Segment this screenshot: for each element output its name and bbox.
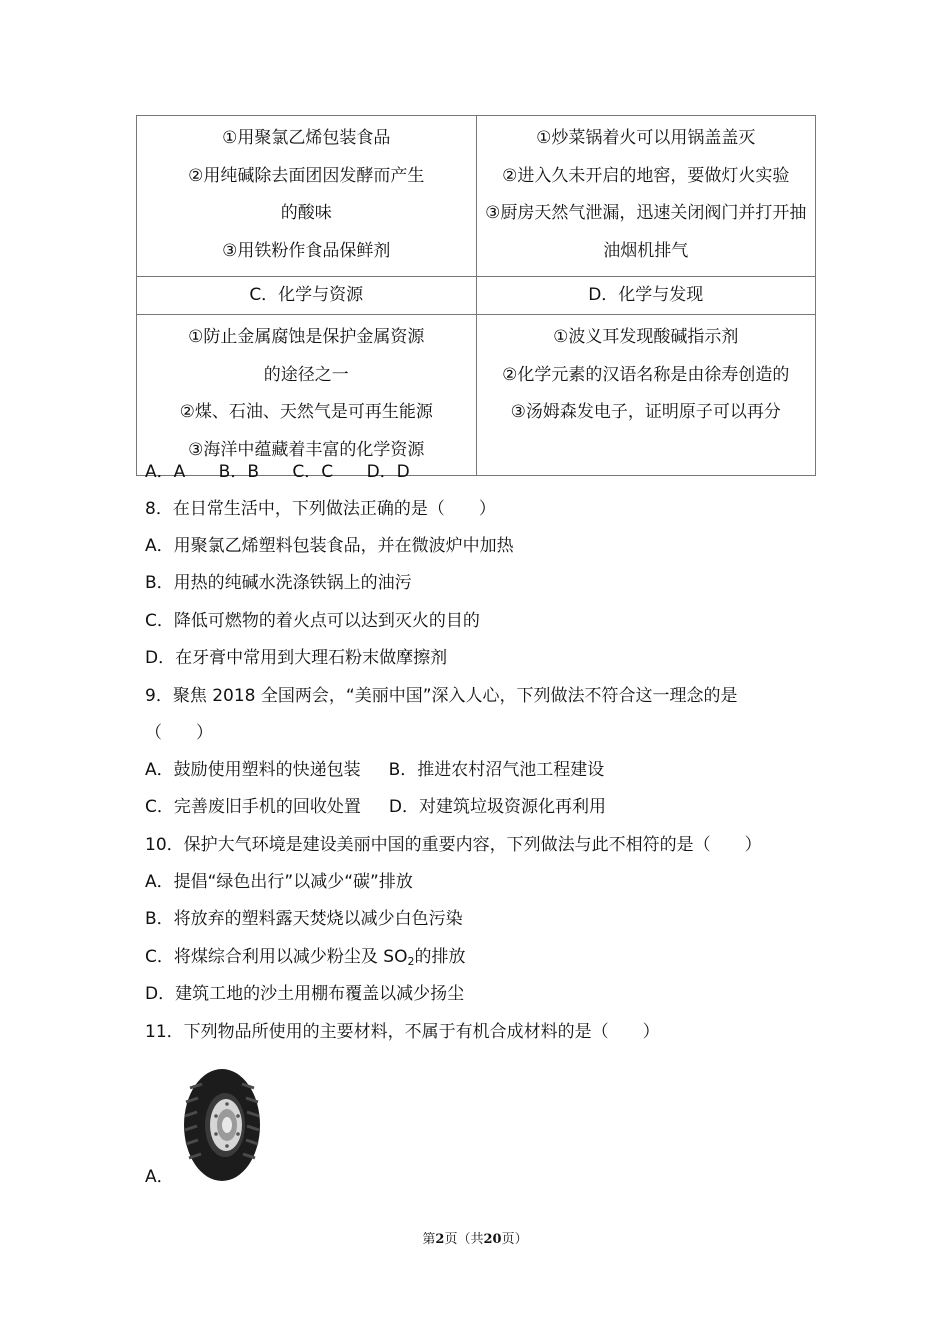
cell-line: ①波义耳发现酸碱指示剂 (553, 327, 739, 347)
cell-line: ②用纯碱除去面团因发酵而产生 (188, 165, 425, 186)
footer-post: 页） (501, 1232, 528, 1247)
choice-d[interactable]: D．D (366, 462, 410, 482)
q10-option-c-tail: 的排放 (414, 947, 466, 967)
q8-option-b[interactable]: B．用热的纯碱水洗涤铁锅上的油污 (145, 573, 412, 593)
q8-stem: 8．在日常生活中，下列做法正确的是（ ） (145, 499, 496, 519)
choice-c[interactable]: C．C (292, 462, 334, 482)
q9-stem: 9．聚焦 2018 全国两会，“美丽中国”深入人心，下列做法不符合这一理念的是 (145, 686, 738, 706)
q7-answer-choices (145, 460, 438, 484)
cell-line: ③海洋中蕴藏着丰富的化学资源 (188, 439, 425, 460)
footer-pre: 第 (422, 1232, 436, 1247)
table-row (137, 315, 816, 476)
q8-option-c[interactable]: C．降低可燃物的着火点可以达到灭火的目的 (145, 611, 480, 631)
q8-option-d[interactable]: D．在牙膏中常用到大理石粉末做摩擦剂 (145, 648, 448, 668)
choice-a[interactable]: A．A (145, 462, 186, 482)
q10-option-b[interactable]: B．将放弃的塑料露天焚烧以减少白色污染 (145, 909, 463, 929)
choice-b[interactable]: B．B (218, 462, 259, 482)
cell-line: ②煤、石油、天然气是可再生能源 (179, 402, 433, 422)
q11-stem: 11．下列物品所使用的主要材料，不属于有机合成材料的是（ ） (145, 1022, 660, 1042)
q10-option-a[interactable]: A．提倡“绿色出行”以减少“碳”排放 (145, 872, 413, 892)
cell-line: ③汤姆森发电子，证明原子可以再分 (510, 402, 781, 422)
cell-d-items (476, 315, 816, 476)
options-table (136, 115, 816, 476)
q10-stem: 10．保护大气环境是建设美丽中国的重要内容，下列做法与此不相符的是（ ） (145, 835, 762, 855)
cell-line: ①防止金属腐蚀是保护金属资源 (188, 327, 425, 347)
subscript: 2 (407, 955, 415, 968)
tire-image (180, 1066, 264, 1184)
q9-options-cd (145, 795, 606, 819)
q9-options-ab (145, 758, 604, 782)
cell-line: ③用铁粉作食品保鲜剂 (222, 240, 391, 261)
q11-option-a-label[interactable]: A． (145, 1167, 174, 1187)
footer-page-number: 2 (435, 1232, 445, 1247)
q10-option-c-text: C．将煤综合利用以减少粉尘及 SO (145, 947, 408, 967)
cell-c-heading: C．化学与资源 (137, 277, 477, 315)
cell-line: ②进入久未开启的地窖，要做灯火实验 (502, 165, 790, 186)
q9-option-b[interactable]: B．推进农村沼气池工程建设 (388, 760, 605, 780)
cell-line: 的途径之一 (263, 364, 349, 385)
cell-a-items (137, 116, 477, 277)
q9-option-d[interactable]: D．对建筑垃圾资源化再利用 (388, 797, 606, 817)
cell-line: 油烟机排气 (603, 240, 689, 261)
q9-stem-bracket: （ ） (145, 723, 213, 743)
table-row (137, 277, 816, 315)
footer-mid: 页（共 (444, 1232, 484, 1247)
cell-b-items (476, 116, 816, 277)
q9-option-c[interactable]: C．完善废旧手机的回收处置 (145, 797, 361, 817)
cell-line: ①用聚氯乙烯包装食品 (222, 128, 391, 148)
q9-option-a[interactable]: A．鼓励使用塑料的快递包装 (145, 760, 361, 780)
cell-line: ③厨房天然气泄漏，迅速关闭阀门并打开抽 (485, 203, 807, 223)
cell-line: ①炒菜锅着火可以用锅盖盖灭 (536, 128, 756, 148)
footer-total-pages: 20 (483, 1232, 502, 1247)
page-footer (0, 1228, 950, 1247)
cell-line: 的酸味 (280, 203, 332, 223)
cell-c-items (137, 315, 477, 476)
cell-d-heading: D．化学与发现 (476, 277, 816, 315)
cell-line: ②化学元素的汉语名称是由徐寿创造的 (502, 364, 790, 385)
q10-option-c[interactable] (145, 945, 465, 974)
q8-option-a[interactable]: A．用聚氯乙烯塑料包装食品，并在微波炉中加热 (145, 536, 514, 556)
q10-option-d[interactable]: D．建筑工地的沙土用棚布覆盖以减少扬尘 (145, 984, 465, 1004)
table-row (137, 116, 816, 277)
